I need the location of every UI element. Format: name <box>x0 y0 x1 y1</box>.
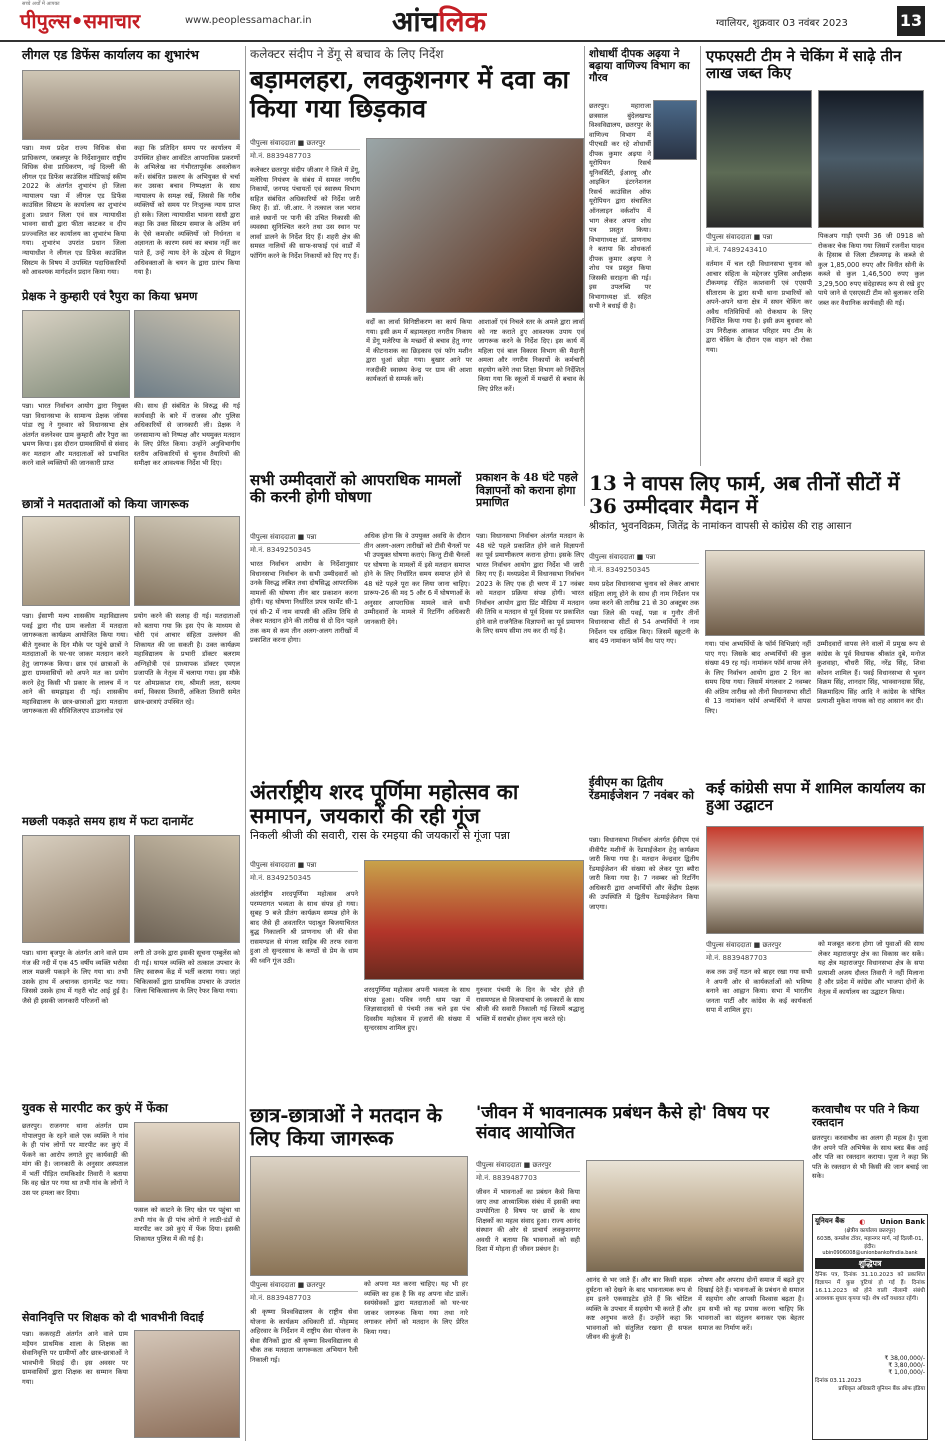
story-assault <box>22 1102 242 1332</box>
headline: छात्र-छात्राओं ने मतदान के लिए किया जागरूक <box>250 1103 443 1150</box>
body-text-2: की। साथ ही संबंधित के विरुद्ध की गई कार्यवाही के बारे में राजस्व और पुलिस अधिकारियों से जानकारी ली। प्रेक्षक ने जनसामान्य को निष्पक्ष और भयमुक्त मतदान के लिए प्रेरित किया। उन्होंने अनुविभागीय स्तरीय अधिकारियों से चुनाव तैयारियों की समीक्षा कर आवश्यक निर्देश भी दिए। <box>134 402 243 468</box>
subheadline: निकली श्रीजी की सवारी, रास के रमइया की जयकारों से गूंजा पन्ना <box>250 829 510 843</box>
candidates-photo <box>705 550 925 636</box>
fogging-photo <box>366 138 584 313</box>
headline: करवाचौथ पर पति ने किया रक्तदान <box>812 1103 919 1129</box>
story-voters <box>22 612 242 812</box>
body-text-2: कहा कि प्रतिदिन समय पर कार्यालय में उपस्थित होकर आवंटित आपराधिक प्रकरणों के अभिलेख का गंभीरतापूर्वक अवलोकन करें। संबंधित प्रकरण के अभियुक्त से चर्चा कर उसका बचाव निष्पक्षता के साथ न्यायालय के समक्ष रखें, जिससे कि गरीब व्यक्तियों को समय पर निःशुल्क न्याय प्राप्त हो सके। जिला न्यायाधीश भावना साधौ द्वारा कहा कि उक्त सिस्टम समाज के अंतिम वर्ग के ऐसे कमजोर व्यक्तियों जो निर्धनता व अज्ञानता के कारण स्वयं का बचाव नहीं कर पाते हैं, उन्हें न्याय देने के उद्देश्य से विद्वान अधिवक्ताओं के चयन के द्वारा प्रारंभ किया गया है। <box>134 144 243 277</box>
section-title: आंचलिक <box>392 5 487 38</box>
headline-2: प्रकाशन के 48 घंटे पहले विज्ञापनों को कराना होगा प्रमाणित <box>476 471 578 510</box>
subheadline: श्रीकांत, भुवनविक्रम, जितेंद्र के नामांकन वापसी से कांग्रेस की राह आसान <box>589 521 852 532</box>
headline: प्रेक्षक ने कुम्हारी एवं रैपुरा का किया भ्रमण <box>22 289 198 303</box>
headline: लीगल एड डिफेंस कार्यालय का शुभारंभ <box>22 47 199 62</box>
headline: बड़ामलहरा, लवकुशनगर में दवा का किया गया छिड़काव <box>250 64 570 123</box>
story-fish <box>22 815 242 1075</box>
body-text: पन्ना। ककरहटी अंतर्गत आने वाले ग्राम मड़ैयन प्राथमिक शाला के शिक्षक का सेवानिवृत्ति पर ग्रामीणों और छात्र-छात्राओं ने भावभीनी विदाई दी। इस अवसर पर ग्रामवासियों द्वारा शिक्षक का सम्मान किया गया। <box>22 1330 131 1386</box>
mobile-no: मो.नं. 8839487703 <box>476 1174 538 1182</box>
ad-title: शुद्धिपत्र <box>815 1258 925 1269</box>
voting-rally-photo <box>250 1156 468 1276</box>
byline: पीपुल्स संवाददाता ■ पन्ना <box>250 532 360 544</box>
body-text-2: को अपना मत करना चाहिए। यह भी हर व्यक्ति का हक है कि वह अपना वोट डालें। स्वयंसेवकों द्वारा मतदाताओं को घर-घर जाकर जागरूक किया गया तथा नारे लगाकर लोगों को मतदान के लिए प्रेरित किया गया। <box>364 1280 471 1336</box>
retirement-photo <box>134 1330 240 1438</box>
ad-amount-2: ₹ 3,80,000/- <box>888 1362 925 1369</box>
body-text: पन्ना। थाना बृजपुर के अंतर्गत आने वाले ग्राम गंज की नदी में एक 45 वर्षीय व्यक्ति भरोसा लाल मछली पकड़ने के लिए गया था। तभी उसके हाथ में अचानक दानामेंट फट गया। जिससे उसके हाथ में गहरी चोट आई हुई है। जैसे ही इसकी जानकारी परिजनों को <box>22 949 131 1005</box>
body-text-2: आनंद से भर जाते हैं। और बार किसी सड़क दुर्घटना को देखने के बाद भावनात्मक रूप से हम इतने एकसाइटेड होते हैं कि चोटिल व्यक्ति के उपचार में सहयोग भी करते हैं और कष्ट अनुभव करते हैं। उन्होंने कहा कि भावनाओं को संतुलित रखना ही सफल जीवन की कुंजी है। <box>586 1276 695 1342</box>
ad-amount-1: ₹ 38,00,000/- <box>884 1355 925 1362</box>
masthead <box>0 0 945 42</box>
body-text-3: पन्ना। विधानसभा निर्वाचन अंतर्गत मतदान के 48 घंटे पहले प्रकाशित होने वाले विज्ञापनों का पूर्व प्रमाणीकरण कराना होगा। इसके लिए भारत निर्वाचन आयोग द्वारा निर्देश भी जारी किए गए हैं। मध्यप्रदेश में विधानसभा निर्वाचन 2023 के लिए एक ही चरण में 17 नवंबर को मतदान प्रक्रिया संपन्न होगी। भारत निर्वाचन आयोग द्वारा प्रिंट मीडिया में मतदान की तिथि व मतदान से पूर्व दिवस पर प्रकाशित होने वाले राजनैतिक विज्ञापनों का पूर्व प्रमाणन के लिए समय सीमा तय कर दी गई है। <box>476 532 587 636</box>
body-text-2: पिकअप गाड़ी एमपी 36 जी 0918 को रोककर चेक किया गया जिसमें रजनीश यादव के हिसाब से जिला टीकमगढ़ के कब्जे से कुल 1,85,000 रुपए और विनीत सोनी के कब्जे से कुल 1,46,500 रुपए कुल 3,29,500 रुपए संदेहास्पद रूप से रखे हुए पाये जाने से एसएसटी टीम को बुलाकर राशि जब्त कर वैधानिक कार्यवाही की गई। <box>818 232 927 307</box>
story-withdraw <box>589 472 926 772</box>
union-bank-ad <box>812 1214 928 1440</box>
mobile-no: मो.नं. 8349250345 <box>250 874 312 882</box>
body-text: छतरपुर। करवाचौथ का अलग ही महत्व है। पूजा जैन अपने पति अभिषेक के साथ ब्लड बैंक आई और पति का रक्तदान कराया। पूजा ने कहा कि पति के रक्तदान से भी किसी की जान बचाई जा सके। <box>812 1134 931 1181</box>
byline: पीपुल्स संवाददाता ■ छतरपुर <box>706 940 812 952</box>
headline: सभी उम्मीदवारों को आपराधिक मामलों की करनी होगी घोषणा <box>250 471 462 507</box>
story-researcher <box>589 48 699 468</box>
story-sp-office <box>706 780 926 1150</box>
legal-aid-photo <box>22 70 240 140</box>
body-text: पन्ना। भारत निर्वाचन आयोग द्वारा नियुक्त पन्ना विधानसभा के सामान्य प्रेक्षक जॉयस पांडा रघु ने गुरुवार को विधानसभा क्षेत्र अंतर्गत वलनेश्वर ग्राम कुम्हारी और रैपुरा का भ्रमण किया। इस दौरान ग्रामवासियों से संवाद कर मतदान और मतदाताओं को प्रभावित करने वाले व्यक्तियों की जानकारी प्राप्त <box>22 402 131 468</box>
byline: पीपुल्स संवाददाता ■ छतरपुर <box>476 1160 580 1172</box>
mobile-no: मो.नं. 8349250345 <box>250 546 312 554</box>
story-retirement <box>22 1312 242 1442</box>
story-observer <box>22 290 242 610</box>
body-text: श्री कृष्णा विश्वविद्यालय के राष्ट्रीय सेवा योजना के कार्यक्रम अधिकारी डॉ. मोहम्मद अहिरवार के निर्देशन में राष्ट्रीय सेवा योजना के सेवा सैनिकों द्वारा श्री कृष्णा विश्वविद्यालय से चौक तक मतदाता जागरूकता अभियान रैली निकाली गई। <box>250 1308 361 1364</box>
byline: पीपुल्स संवाददाता ■ पन्ना <box>250 860 358 872</box>
body-text: कलेक्टर छतरपुर संदीप जीआर ने जिले में डेंगू, मलेरिया नियंत्रण के संबंध में समस्त नगरीय निकायों, जनपद पंचायतों एवं स्वास्थ्य विभाग सहित संबंधित अधिकारियों को निर्देश जारी किए हैं। डॉ. जी.आर. ने तत्काल जल भराव वाले स्थानों पर पानी की उचित निकासी की व्यवस्था सुनिश्चित करने तथा उस स्थान पर लार्वा डालने के निर्देश दिए हैं। शहरी क्षेत्र की समस्त नालियों की साफ-सफाई एवं वार्डों में फॉगिंग करने के निर्देश निकायों को दिए गए हैं। <box>250 166 363 260</box>
headline: अंतर्राष्ट्रीय शरद पूर्णिमा महोत्सव का समापन, जयकारों की रही गूंज <box>250 779 519 829</box>
body-text: कब तक उन्हें गठन को बाहर रखा गया सभी ने अपनी ओर से कार्यकर्ताओं को भविष्य बनाने का आह्वान किया। सभा में भारतीय जनता पार्टी और कांग्रेस के कई कार्यकर्ता सपा में शामिल हुए। <box>706 968 815 1015</box>
headline: शोधार्थी दीपक अढ़या ने बढ़ाया वाणिज्य विभाग का गौरव <box>589 48 690 85</box>
ad-text: दैनिक पत्र, दिनांक 31.10.2023 को प्रकाशित विज्ञापन में कुछ त्रुटियां हो गई हैं। दिनांक 16.11.2023 को होने वाली नीलामी संबंधी आवश्यक सुधार कृपया पढ़ें। शेष शर्तें यथावत रहेंगी। <box>815 1272 927 1303</box>
ad-address: 603B, कमलेश टॉवर, महानगर मार्ग, नई दिल्ली-01, इंदौर। <box>816 1236 924 1250</box>
headline: सेवानिवृत्ति पर शिक्षक को दी भावभीनी विदाई <box>22 1311 204 1324</box>
website-url[interactable]: www.peoplessamachar.in <box>185 15 312 26</box>
byline: पीपुल्स संवाददाता ■ छतरपुर <box>250 138 360 150</box>
mobile-no: मो.नं. 8839487703 <box>250 152 312 160</box>
body-text-2: फसल को काटने के लिए खेत पर पहुंचा था तभी गांव के ही पांच लोगों ने लाठी-डंडों से मारपीट कर उसे कुएं में फेंक दिया। इसकी शिकायत पुलिस में की गई है। <box>134 1206 243 1243</box>
byline: पीपुल्स संवाददाता ■ पन्ना <box>706 232 812 244</box>
tagline: सच्चे अर्थों में आपका <box>22 1 60 7</box>
body-text-2: लगी तो उनके द्वारा इसकी सूचना एम्बुलेंस को दी गई। घायल व्यक्ति को तत्काल उपचार के लिए स्वास्थ्य केंद्र में भर्ती कराया गया। जहां चिकित्सकों द्वारा प्राथमिक उपचार के उपरांत जिला चिकित्सालय के लिए रेफर किया गया। <box>134 949 243 996</box>
story-dengue <box>250 48 585 468</box>
headline: युवक से मारपीट कर कुएं में फेंका <box>22 1101 168 1115</box>
headline-2: छात्रों ने मतदाताओं को किया जागरूक <box>22 497 189 511</box>
story-emotional-mgmt <box>476 1104 806 1442</box>
observer-photo <box>22 310 130 398</box>
ad-email: ubin0906008@unionbankofindia.bank <box>822 1250 918 1256</box>
headline: ईवीएम का द्वितीय रेंडमाईजेशन 7 नवंबर को <box>589 775 694 803</box>
assault-photo <box>134 1122 240 1202</box>
body-text: भारत निर्वाचन आयोग के निर्देशानुसार विधानसभा निर्वाचन के सभी उम्मीदवारों को उनके विरुद्ध लंबित तथा दोषसिद्ध आपराधिक मामलों की घोषणा तीन बार प्रकाशन करना होगी। यह घोषणा निर्धारित प्रपत्र फार्मेट सी-1 एवं सी-2 में नाम वापसी की अंतिम तिथि से लेकर मतदान होने की तारीख से दो दिन पहले तक कम से कम तीन अलग-अलग तारीखों में प्रकाशित करना होगा। <box>250 560 361 645</box>
students-photo <box>22 516 130 606</box>
body-text-2: गया। पांच अभ्यर्थियों के फॉर्म विभिन्नाएं नहीं पाए गए। जिसके बाद अभ्यर्थियों की कुल संख्या 49 रह गई। नामांकन फॉर्म वापस लेने के लिए निर्वाचन आयोग द्वारा 2 दिन का समय दिया गया। जिसमें मंगलवार 2 नवम्बर की अंतिम तारीख को तीनों विधानसभा सीटों से 13 नामांकन फॉर्म अभ्यर्थियों ने वापस लिए। <box>705 640 814 715</box>
body-text: पन्ना। ईसाणी मल्य शासकीय महाविद्यालय पवई द्वारा गौद ग्राम कलोता में मतदाता जागरूकता कार्यक्रम आयोजित किया गया। बीते गुरुवार के दिन मौके पर पहुंचे छात्रों ने मतदाताओं के घर-घर जाकर मतदान करने हेतु जागरूक किया। छात्र एवं छात्राओं के द्वारा ग्रामवासियों को अपने मत का प्रयोग करने हेतु किसी भी प्रकार के लालच में न आने की समझाइश दी गई। शासकीय महाविद्यालय के छात्र-छात्राओं द्वारा मतदाता जागरूकता की सीविजिलएप डाउनलोड एवं <box>22 612 131 716</box>
body-text: छतरपुर। महाराजा छत्रसाल बुंदेलखण्ड विश्वविद्यालय, छतरपुर के वाणिज्य विभाग में पीएचडी कर रहे शोधार्थी दीपक कुमार अढ़या ने यूरोपियन रिसर्च यूनिवर्सिटी, ईआरयू और आइकिन इंटरनेशनल रिसर्च काउंसिल ऑफ यूरोपियन द्वारा संचालित ऑनलाइन वर्कशॉप में भाग लेकर अपना शोध पत्र प्रस्तुत किया। विभागाध्यक्ष डॉ. प्राणनाथ ने बताया कि शोधकर्ता दीपक कुमार अढ़या ने शोध पत्र प्रस्तुत किया जिसकी सराहना की गई। इस उपलब्धि पर विभागाध्यक्ष डॉ. सहित सभी ने बधाई दी है। <box>589 102 654 311</box>
body-text: पन्ना। मध्य प्रदेश राज्य विधिक सेवा प्राधिकरण, जबलपुर के निर्देशानुसार राष्ट्रीय विधिक सेवा प्राधिकरण, नई दिल्ली की लीगल एड डिफेंस काउंसिल मॉडिफाई स्कीम 2022 के अंतर्गत शुभारंभ हो जिला न्यायालय पन्ना में लीगल एड डिफेंस काउंसिल सिस्टम के कार्यालय का शुभारंभ हुआ। प्रधान जिला एवं सत्र न्यायाधीश भावना साधौ द्वारा फीता काटकर व दीप प्रज्ज्वलित कर कार्यालय का शुभारंभ किया गया। शुभारंभ उपरांत प्रधान जिला न्यायाधीश ने लीगल एड डिफेंस काउंसिल सिस्टम के विषय में उपस्थित पदाधिकारियों को आवश्यक मार्गदर्शन प्रदान किया गया। <box>22 144 129 277</box>
headline: एफएसटी टीम ने चेकिंग में साढ़े तीन लाख जब्त किए <box>706 47 902 83</box>
body-text: मध्य प्रदेश विधानसभा चुनाव को लेकर आचार संहिता लागू होने के साथ ही नाम निर्देशन पत्र जमा करने की तारीख 21 से 30 अक्टूबर तक पन्ना जिले की पवई, पन्ना व गुनौर तीनों विधानसभा सीटों से 54 अभ्यर्थियों ने नाम निर्देशन पत्र दाखिल किए। जिसमें स्क्रूटनी के बाद 49 नामांकन फॉर्म वैध पाए गए। <box>589 580 702 646</box>
body-text-3: शोषण और अपराध दोनों समाज में बढ़ते हुए दिखाई देते हैं। भावनाओं के प्रबंधन से समाज में सहयोग और आपसी विश्वास बढ़ता है। हम सभी को यह प्रयास करना चाहिए कि भावनाओं का संतुलन बनाकर एक बेहतर समाज का निर्माण करें। <box>698 1276 807 1332</box>
fish-photo <box>22 835 130 943</box>
bank-logo-icon: ◐ <box>859 1217 866 1226</box>
body-text: अंतर्राष्ट्रीय शरदपूर्णिमा महोत्सव अपने परम्परागत भव्यता के साथ संपन्न हो गया। सुबह 9 बजे प्रीतंग कार्यक्रम सम्पन्न होने के बाद जैसे ही अवतारित पदाश्रुत बिजयाचितत बुद्ध निकालनि श्री प्राणनाथ जी की सेवा रासमण्डल से मंगला साहिब की तरफ रवाना हुआ तो सुन्दरसाथ के कण्ठों से प्रेम के धाम की ध्वनि गूंज उठी। <box>250 890 361 965</box>
logo-dot-icon: • <box>70 9 84 33</box>
body-text-2: वर्दों का लार्वा विनिष्टीकरण का कार्य किया गया। इसी क्रम में बड़ामलहरा नगरीय निकाय में डेंगू मलेरिया के मच्छरों से बचाव हेतु नगर में कीटनाशक का छिड़काव एवं फॉग मशीन द्वारा धुआं छोड़ा गया। बुखार आने पर नजदीकी स्वास्थ्य केन्द्र पर ग्राम की आशा कार्यकर्ता से सम्पर्क करें। <box>366 318 475 384</box>
ad-branch: (क्षेत्रीय कार्यालय छतरपुर) <box>844 1228 896 1234</box>
headline: मछली पकड़ते समय हाथ में फटा दानामेंट <box>22 814 194 828</box>
ad-header: यूनियन बैंक ◐ Union Bank <box>815 1217 925 1226</box>
mobile-no: मो.नं. 8349250345 <box>589 566 651 574</box>
body-text: वर्तमान में चल रही विधानसभा चुनाव को आचार संहिता के मद्देनजर पुलिस अधीक्षक टीकमगढ़ रोहित काशवानी एवं एएसपी सीताराम के द्वारा सभी थाना प्रभारियों को अपने-अपने थाना क्षेत्र में सघन चेकिंग कर अवैध गतिविधियों को रोकथाम के लिए निर्देशित किया गया है। इसी क्रम बुधवार को उप निरीक्षक आकाश परिहार मय टीम के द्वारा चेकिंग के दौरान एक वाहन को रोका गया। <box>706 260 815 354</box>
fst-photo <box>706 90 812 228</box>
headline: 13 ने वापस लिए फार्म, अब तीनों सीटों में 36 उम्मीदवार मैदान में <box>589 471 900 518</box>
body-text-2: शरदपूर्णिमा महोत्सव अपनी भव्यता के साथ संपन्न हुआ। पवित्र नगरी धाम पन्ना में जिज्ञासादासों से पंचमी तक चले इस पंच दिवसीय महोत्सव में हजारों की संख्या में सुन्दरसाथ शामिल हुए। <box>364 986 473 1033</box>
fst-photo-2 <box>818 90 924 228</box>
ad-amount-3: ₹ 1,00,000/- <box>888 1369 925 1376</box>
body-text-2: अधिक होना कि वे उपयुक्त अवधि के दौरान तीन अलग-अलग तारीखों को टीवी चैनलों पर भी उपयुक्त घोषणा कराएं। किन्तु टीवी चैनलों पर घोषणा के मामलों में इसे मतदान समाप्त होने के लिए निर्धारित समय समाप्त होने से 48 घंटे पहले पूरा कर लिया जाना चाहिए। प्रारूप-26 की मद 5 और 6 में घोषणाओं के अनुसार आपराधिक मामले वाले सभी उम्मीदवारों के मामले में रिटर्निंग अधिकारी जानकारी देंगे। <box>364 532 473 626</box>
seminar-photo <box>586 1160 804 1272</box>
story-criminal-cases <box>250 472 585 772</box>
kicker: कलेक्टर संदीप ने डेंगू से बचाव के लिए निर्देश <box>250 47 444 61</box>
body-text: पन्ना। विधानसभा निर्वाचन अंतर्गत ईवीएम एवं वीवीपैट मशीनों के रेंडमाईजेशन हेतु कार्यक्रम जारी किया गया है। मतदान केन्द्रवार द्वितीय रेंडमाईजेशन की संख्या को लेकर पूरा ब्यौरा जारी किया गया है। 7 नवम्बर को रिटर्निंग अधिकारी द्वारा अभ्यर्थियों और केंद्रीय प्रेक्षक की उपस्थिति में द्वितीय रेंडमाईजेशन किया जाएगा। <box>589 836 702 911</box>
body-text-2: को मजबूत करना होगा जो युवाओं की साथ लेकर महाराजपुर क्षेत्र का विकास कर सकें। यह क्षेत्र महाराजपुर विधानसभा क्षेत्र के सपा प्रत्याशी अजय दौलत तिवारी ने नहीं मिलाना है और प्रदेश में कांग्रेस और भाजपा दोनों के नेतृत्व में कार्यालय का उद्घाटन किया। <box>818 940 927 996</box>
story-karwachauth <box>812 1103 931 1214</box>
body-text-2: प्रयोग करने की सलाह दी गई। मतदाताओं को बताया गया कि इस ऐप के माध्यम से चोरी एवं आचार संहिता उल्लंघन की शिकायत की जा सकती है। उक्त कार्यक्रम महाविद्यालय के प्रभारी डॉक्टर बलराम अग्निहोत्री एवं प्राध्यापक डॉक्टर एमएल प्रजापति के नेतृत्व में चलाया गया। इस मौके पर ओमप्रकाश राय, श्रीमती लता, सत्यम वर्मा, विकास तिवारी, अंकिता तिवारी समेत छात्र-छात्राएं उपस्थित रहे। <box>134 612 243 706</box>
sp-office-photo <box>706 826 924 934</box>
brand-logo: पीपुल्स•समाचार <box>20 9 141 33</box>
festival-photo <box>364 860 584 980</box>
body-text: छतरपुर। राजनगर थाना अंतर्गत ग्राम गोपालपुरा के रहने वाले एक व्यक्ति ने गांव के ही पांच लोगों पर मारपीट कर कुएं में फेंकने का आरोप लगाते हुए कार्यवाही की मांग की है। जानकारी के अनुसार अस्पताल में भर्ती पीड़ित रामकिशोर तिवारी ने बताया कि वह खेत पर गया था तभी गांव के लोगों ने उस पर हमला कर दिया। <box>22 1122 131 1197</box>
observer-photo-2 <box>134 310 240 398</box>
ad-sign: प्राधिकृत अधिकारी यूनियन बैंक ऑफ इंडिया <box>838 1386 925 1392</box>
mobile-no: मो.नं. 8839487703 <box>706 954 768 962</box>
story-fst <box>706 48 926 468</box>
body-text-3: उम्मीदवारों वापस लेने वालों में प्रमुख रूप से कांग्रेस के पूर्व विधायक श्रीकांत दुबे, मनोज कुशवाहा, चौधरी सिंह, नरेंद्र सिंह, शिवा कोशन शामिल हैं। पवई विधानसभा से भुवन विक्रम सिंह, शानदार सिंह, भाववानदास सिंह, विक्रमादित्य सिंह आदि ने कांग्रेस के घोषित प्रत्याशी मुकेश नायक को राह आसान कर दी। <box>817 640 928 706</box>
body-text-3: आशाओं एवं निचले स्तर के अमले द्वारा लार्वा को नष्ट कराते हुए आवश्यक उपाय एवं जागरूक करने के निर्देश दिए। इस कार्य में महिला एवं बाल विकास विभाग की मैदानी अमला और नगरीय निकायों के कर्मचारी सहयोग करेंगे तथा शिक्षा विभाग को निर्देशित किया गया कि स्कूलों में मच्छरों से बचाव के लिए प्रेरित करें। <box>478 318 587 393</box>
headline: 'जीवन में भावनात्मक प्रबंधन कैसे हो' विषय पर संवाद आयोजित <box>476 1103 769 1143</box>
students-photo-2 <box>134 516 240 606</box>
byline: पीपुल्स संवाददाता ■ छतरपुर <box>250 1280 358 1292</box>
mobile-no: मो.नं. 7489243410 <box>706 246 768 254</box>
mobile-no: मो.नं. 8839487703 <box>250 1294 312 1302</box>
story-legal-aid <box>22 48 242 288</box>
dateline: ग्वालियर, शुक्रवार 03 नवंबर 2023 <box>716 18 848 29</box>
page-number: 13 <box>897 6 925 36</box>
story-evm <box>589 776 701 1156</box>
body-text: जीवन में भावनाओं का प्रबंधन कैसे किया जाए तथा आध्यात्मिक संबंध में इसकी क्या उपयोगिता है विषय पर छात्रों के साथ शिक्षकों का महत्व संवाद हुआ। राज्य आनंद संस्थान की ओर से प्राचार्य लवकुशनगर अवधी ने बताया कि भावनाओं को सही दिशा में मोड़ना ही जीवन प्रबंधन है। <box>476 1188 583 1254</box>
byline: पीपुल्स संवाददाता ■ पन्ना <box>589 552 699 564</box>
fish-photo-2 <box>134 835 240 943</box>
mahotsav-col3: गुरुवार पंचमी के दिन के भोर होते ही रासमण्डल से विजयाचार्य के जयकारों के साथ श्रीजी की सवारी निकाली गई जिसमें श्रद्धालु भक्ति में सराबोर होकर नृत्य करते रहे। <box>476 986 587 1023</box>
ad-date: दिनांक 03.11.2023 <box>815 1378 862 1384</box>
headline: कई कांग्रेसी सपा में शामिल कार्यालय का हुआ उद्घाटन <box>706 779 925 815</box>
